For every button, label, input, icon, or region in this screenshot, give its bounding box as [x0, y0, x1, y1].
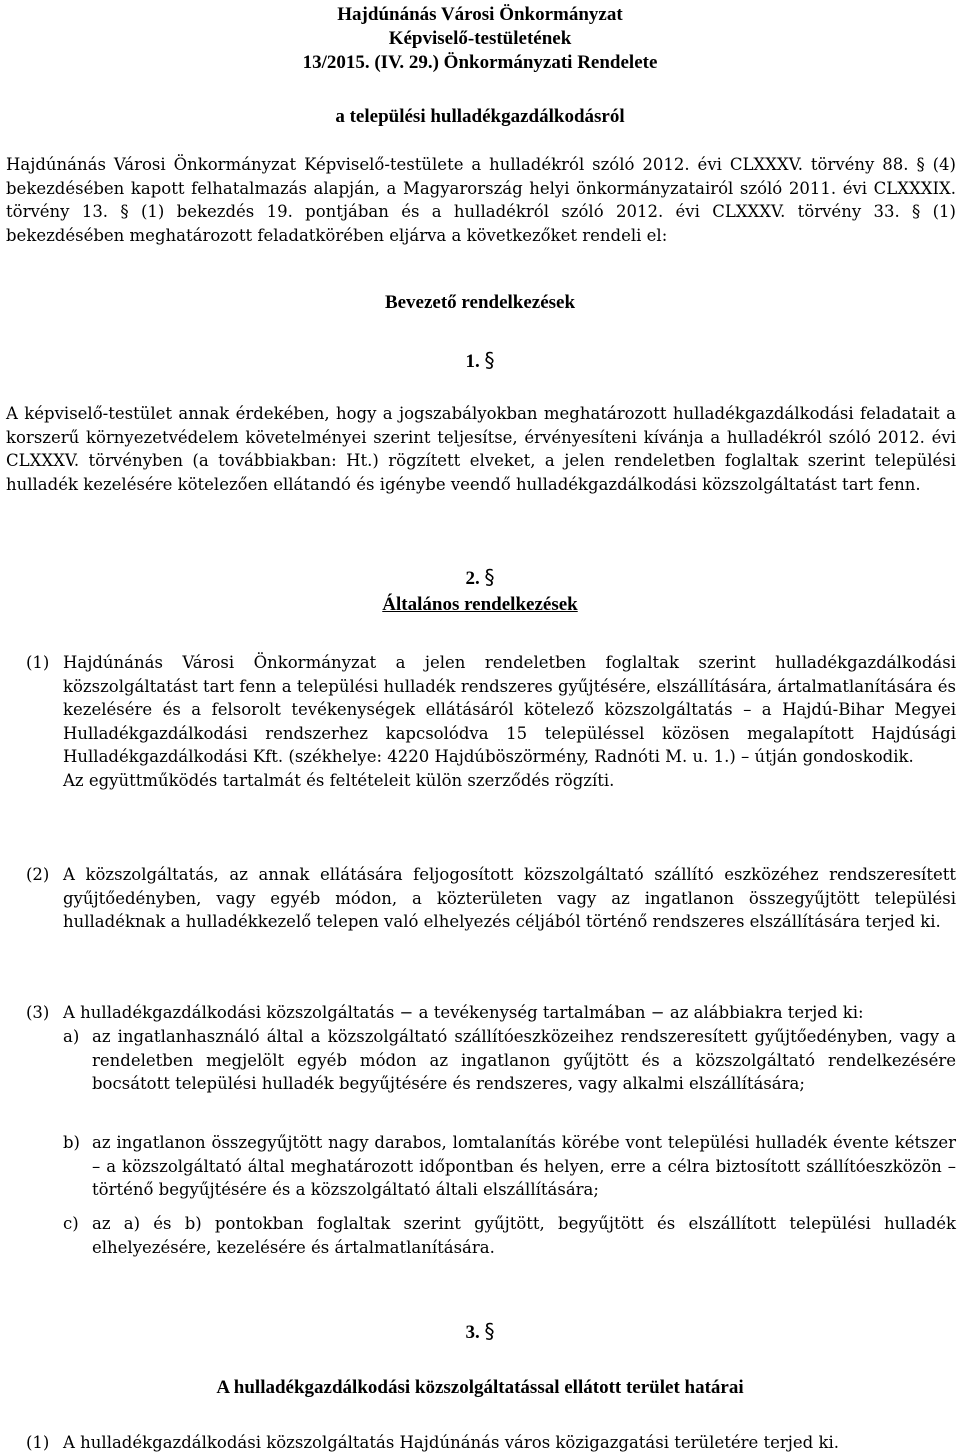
list-item-label: b) — [63, 1133, 80, 1152]
preamble — [6, 153, 956, 247]
section-number: 3. — [465, 1322, 480, 1343]
issuer-body: Képviselő-testületének — [388, 28, 572, 49]
list-item-text: az ingatlanhasználó által a közszolgáltató szállítóeszközeihez rendszeresített gyűjtőedényben, vagy a rendeletben megjelölt egyéb módon az ingatlanon gyűjtött és a közszolgáltató rendelkezésére bocsátott települési hulladék begyűjtésére és rendszeres, vagy alkalmi elszállítására; — [92, 1027, 956, 1093]
issuer-name: Hajdúnánás Városi Önkormányzat — [337, 4, 623, 25]
section-3-paragraph-1: A hulladékgazdálkodási közszolgáltatás Hajdúnánás város közigazgatási területére terjed ki. — [63, 1433, 839, 1452]
paragraph-text: Hajdúnánás Városi Önkormányzat a jelen rendeletben foglaltak szerint hulladékgazdálkodási közszolgáltatást tart fenn a települési hulladék rendszeres gyűjtésére, elszállítására, ártalmatlanítására és kezelésére és a felsorolt tevékenységek ellátásáról kötelező közszolgáltatás – a Hajdú-Bihar Megyei Hulladékgazdálkodási rendszerhez kapcsolódva 15 településsel közösen megalapított Hajdúsági Hulladékgazdálkodási Kft. (székhelye: 4220 Hajdúböszörmény, Radnóti M. u. 1.) – útján gondoskodik. — [63, 653, 956, 766]
section-1-number — [0, 347, 960, 375]
section-1-paragraph — [6, 402, 956, 496]
section-2-number — [0, 564, 960, 592]
decree-title: a települési hulladékgazdálkodásról — [335, 106, 625, 127]
section-number: 1. — [465, 351, 480, 372]
section-mark: § — [484, 1319, 495, 1343]
list-item-text: az ingatlanon összegyűjtött nagy darabos, lomtalanítás körébe vont települési hulladék évente kétszer – a közszolgáltató által meghatározott időpontban és helyen, erre a célra biztosított szállítóeszközön – történő begyűjtésére és a közszolgáltató általi elszállítására; — [92, 1133, 956, 1199]
chapter-heading-introductory: Bevezető rendelkezések — [384, 292, 576, 313]
paragraph-text: A hulladékgazdálkodási közszolgáltatás − a tevékenység tartalmában − az alábbiakra terjed ki: — [63, 1003, 864, 1022]
chapter-heading-general: Általános rendelkezések — [382, 594, 578, 615]
paragraph-number: (1) — [26, 1433, 50, 1452]
list-item-label: a) — [63, 1027, 80, 1046]
chapter-heading-service-area: A hulladékgazdálkodási közszolgáltatással ellátott terület határai — [216, 1377, 744, 1398]
section-mark: § — [484, 565, 495, 589]
paragraph-text: A közszolgáltatás, az annak ellátására feljogosított közszolgáltató szállító eszközéhez rendszeresített gyűjtőedényben, vagy egyéb módon, a közterületen vagy az ingatlanon összegyűjtött települési hulladéknak a hulladékkezelő telepen való elhelyezés céljából történő rendszeres elszállítására terjed ki. — [63, 865, 956, 931]
preamble-text: Hajdúnánás Városi Önkormányzat Képviselő-testülete a hulladékról szóló 2012. évi CLXXXV. törvény 88. § (4) bekezdésében kapott felhatalmazás alapján, a Magyarország helyi önkormányzatairól szóló 2011. évi CLXXXIX. törvény 13. § (1) bekezdés 19. pontjában és a hulladékról szóló 2012. évi CLXXXV. törvény 33. § (1) bekezdésében meghatározott feladatkörében eljárva a következőket rendeli el: — [6, 155, 956, 245]
list-item-text: az a) és b) pontokban foglaltak szerint gyűjtött, begyűjtött és elszállított települési hulladék elhelyezésére, kezelésére és ártalmatlanítására. — [92, 1214, 956, 1257]
section-2-paragraph-2 — [63, 863, 956, 934]
section-2-paragraph-1 — [63, 651, 956, 792]
paragraph-note: Az együttműködés tartalmát és feltételeit külön szerződés rögzíti. — [63, 770, 615, 790]
section-3-number — [0, 1318, 960, 1346]
paragraph-number: (2) — [26, 865, 50, 884]
list-item-label: c) — [63, 1214, 79, 1233]
paragraph-number: (1) — [26, 653, 50, 672]
section-number: 2. — [465, 568, 480, 589]
paragraph-number: (3) — [26, 1003, 50, 1022]
decree-number: 13/2015. (IV. 29.) Önkormányzati Rendelete — [302, 52, 658, 73]
section-2-paragraph-3 — [63, 1001, 956, 1025]
section-1-text: A képviselő-testület annak érdekében, hogy a jogszabályokban meghatározott hulladékgazdálkodási feladatait a korszerű környezetvédelem követelményei szerint teljesítse, érvényesíteni kívánja a hulladékról szóló 2012. évi CLXXXV. törvényben (a továbbiakban: Ht.) rögzített elveket, a jelen rendeletben foglaltak szerint települési hulladék kezelésére kötelezően ellátandó és igénybe veendő hulladékgazdálkodási közszolgáltatást tart fenn. — [6, 404, 956, 494]
section-mark: § — [484, 348, 495, 372]
